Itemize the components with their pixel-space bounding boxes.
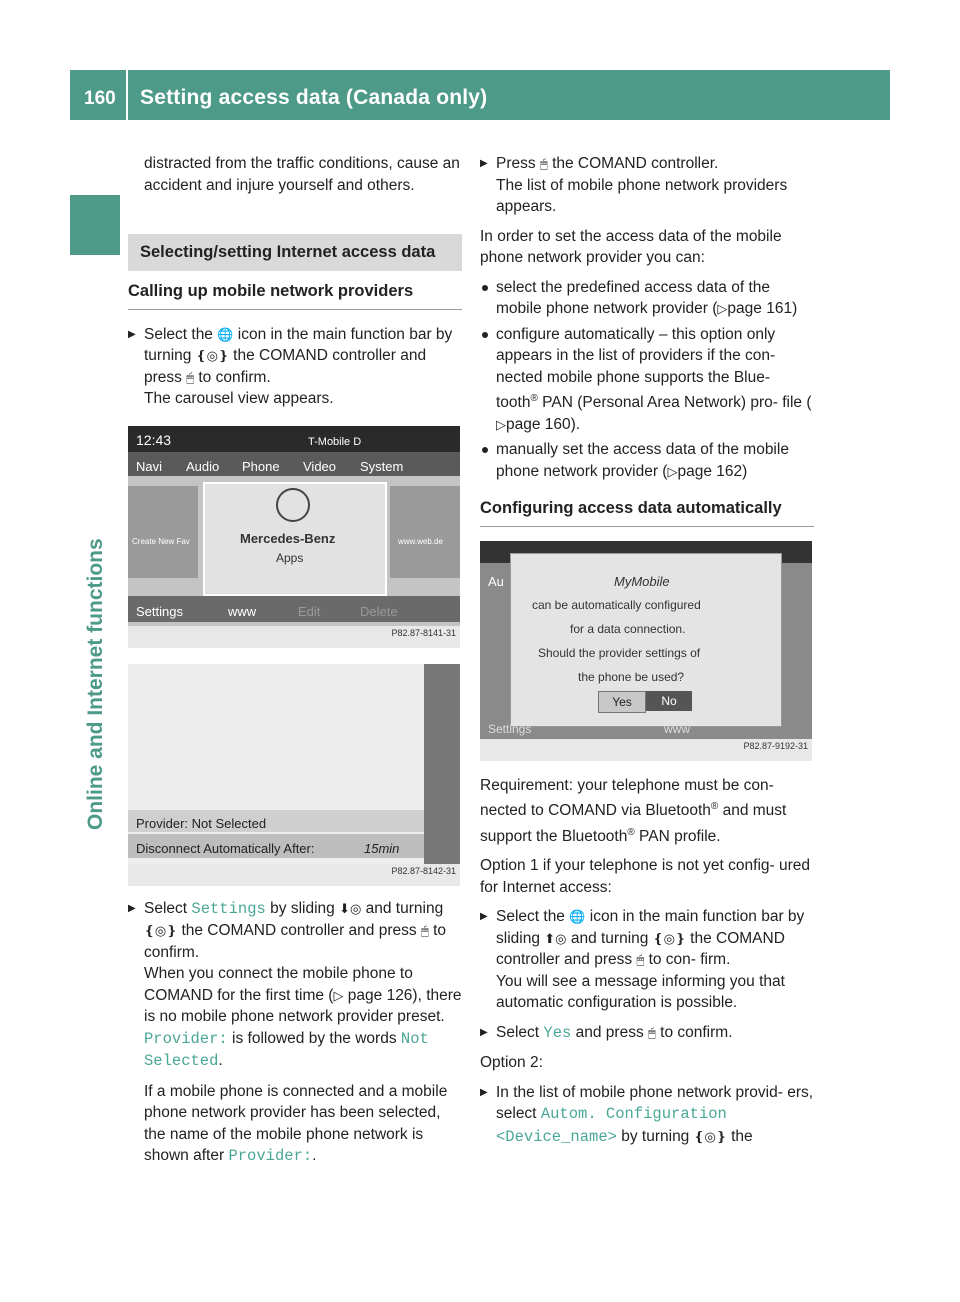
paragraph (128, 1081, 462, 1168)
text: PAN profile. (639, 827, 721, 845)
page-ref-icon: ▷ (496, 416, 506, 432)
step-select-settings (128, 898, 462, 1073)
section-heading: Selecting/setting Internet access data (128, 234, 462, 271)
paragraph: In order to set the access data of the mobile phone network provider you can: (480, 227, 782, 266)
turn-controller-icon: ❴◎❵ (195, 348, 229, 363)
section-label: Online and Internet functions (84, 538, 107, 830)
dialog-line: Should the provider settings of (538, 645, 701, 660)
press-controller-icon: 🖱 (420, 923, 429, 938)
figure-caption: P82.87-8141-31 (391, 628, 456, 638)
text: select the predefined access data of the mobile phone network provider (496, 278, 771, 317)
text: When you connect the mobile phone to COMAND for the first time ( (144, 965, 413, 1004)
text: by sliding (270, 899, 335, 917)
provider-label: Provider: (144, 1029, 228, 1048)
page-ref-icon: ▷ (333, 987, 344, 1003)
text: Requirement: your telephone must be con- nected to COMAND via Bluetooth (480, 776, 774, 820)
no-button[interactable]: No (646, 691, 692, 711)
page-reference: page 162) (677, 462, 748, 480)
provider-label: Provider: (228, 1147, 313, 1165)
slide-up-icon: ⬆◎ (544, 930, 567, 946)
press-controller-icon: 🖱 (186, 369, 195, 385)
dialog-title: MyMobile (614, 573, 670, 589)
bullet-item (480, 324, 814, 436)
screenshot-carousel (128, 426, 460, 648)
page-reference: page 161) (727, 300, 798, 317)
text: Select (144, 899, 188, 917)
screenshot-provider (128, 664, 460, 886)
text: and turning (570, 929, 649, 947)
left-column (128, 153, 462, 1176)
bottom-delete: Delete (360, 603, 398, 619)
press-controller-icon: 🖱 (648, 1024, 656, 1040)
step-autom-config (480, 1082, 814, 1149)
text: to confirm. (144, 922, 446, 961)
subheading: Configuring access data automatically (480, 498, 814, 527)
paragraph: Option 1 if your telephone is not yet config- ured for Internet access: (480, 857, 811, 896)
minutes-value: 15min (364, 840, 400, 856)
turn-controller-icon: ❴◎❵ (693, 1128, 727, 1144)
side-tab (70, 195, 120, 255)
dialog-line: for a data connection. (570, 621, 686, 636)
menu-navi: Navi (136, 458, 163, 474)
mercedes-logo-icon (276, 488, 310, 522)
text: . (218, 1052, 223, 1069)
globe-icon: 🌐 (569, 909, 586, 925)
page-reference: page 126), (347, 986, 422, 1004)
slide-down-icon: ⬇◎ (339, 900, 362, 916)
carousel-left-item: Create New Fav (132, 536, 190, 546)
text: there is no mobile phone network provider preset. (144, 986, 462, 1025)
text: . (312, 1147, 317, 1164)
autom-config-label: Autom. Configuration (540, 1105, 727, 1124)
bullet-item: select the predefined access data of the mobile phone network provider (▷page 161) (480, 277, 814, 320)
intro-text: distracted from the traffic conditions, cause an accident and injure yourself and others. (144, 155, 460, 194)
press-controller-icon: 🖱 (636, 952, 645, 968)
bottom-edit: Edit (298, 603, 321, 619)
apps-label: Apps (276, 550, 304, 565)
text: the COMAND controller and press (144, 347, 427, 386)
page-reference: page 160). (506, 415, 581, 433)
subheading: Calling up mobile network providers (128, 281, 462, 310)
step-press (480, 153, 814, 218)
text: Press (496, 155, 536, 172)
clock: 12:43 (136, 431, 172, 448)
right-column (480, 153, 814, 1156)
paragraph: Option 2: (480, 1054, 543, 1072)
text: the COMAND controller and press (496, 929, 785, 969)
text: the COMAND controller. (552, 155, 719, 172)
registered-mark: ® (627, 826, 635, 838)
text: If a mobile phone is connected and a mobile phone network provider has been selected, the name of the mobile phone network is shown after (144, 1082, 448, 1164)
bg-www: www (664, 721, 690, 736)
bottom-settings: Settings (136, 603, 183, 619)
settings-label: Settings (191, 899, 266, 918)
provider-row: Provider: Not Selected (136, 815, 267, 831)
page-ref-icon: ▷ (717, 301, 728, 316)
text: the (731, 1127, 753, 1145)
text: configure automatically – this option only appears in the list of providers if the con- nected mobile phone supports the Blue- tooth (496, 325, 776, 412)
figure-caption: P82.87-8142-31 (391, 866, 456, 876)
text: icon in the main function bar by sliding (496, 908, 805, 947)
device-name-label: <Device_name> (496, 1127, 617, 1146)
text: icon in the main function bar by turning (144, 325, 453, 364)
text: Select the (144, 325, 213, 343)
disconnect-row: Disconnect Automatically After: (136, 840, 315, 856)
text: and must support the Bluetooth (480, 802, 787, 845)
text: PAN (Personal Area Network) pro- file ( (542, 394, 812, 412)
text: In the list of mobile phone network provid- ers, select (496, 1083, 814, 1123)
text: by turning (621, 1127, 690, 1145)
carousel-right-item: www.web.de (398, 536, 443, 546)
text: to confirm. (660, 1023, 733, 1041)
text: the COMAND controller and press (181, 922, 417, 939)
turn-controller-icon: ❴◎❵ (144, 923, 178, 938)
text: Select the (496, 908, 565, 926)
header-divider (126, 70, 128, 120)
page-ref-icon: ▷ (667, 463, 678, 479)
step-result: The list of mobile phone network providers appears. (496, 176, 788, 215)
text: and turning (365, 899, 444, 917)
menu-phone: Phone (242, 458, 280, 474)
menu-system: System (360, 458, 404, 474)
step-select-globe (128, 324, 462, 410)
text: Select (496, 1023, 540, 1041)
text: is followed by the words (232, 1029, 397, 1047)
registered-mark: ® (530, 393, 538, 404)
text: and press (575, 1023, 644, 1041)
step-select-globe (480, 906, 814, 1014)
registered-mark: ® (710, 801, 719, 813)
figure-caption: P82.87-9192-31 (743, 741, 808, 752)
press-controller-icon: 🖱 (539, 156, 548, 171)
yes-button[interactable]: Yes (598, 691, 646, 713)
step-result: You will see a message informing you that automatic configuration is possible. (496, 972, 785, 1012)
carrier: T-Mobile D (308, 435, 362, 448)
page-title: Setting access data (Canada only) (140, 86, 488, 109)
text: manually set the access data of the mobile phone network provider ( (496, 441, 789, 480)
bg-settings: Settings (488, 721, 532, 736)
menu-audio: Audio (186, 458, 220, 474)
dialog-line: the phone be used? (578, 669, 685, 684)
globe-icon: 🌐 (217, 326, 234, 342)
paragraph (480, 775, 814, 848)
page-number: 160 (84, 88, 116, 109)
bottom-www: www (228, 603, 257, 619)
step-result: The carousel view appears. (144, 390, 334, 407)
not-selected-label: Not Selected (144, 1029, 429, 1070)
yes-label: Yes (543, 1023, 572, 1042)
step-select-yes (480, 1022, 814, 1045)
text: to con- firm. (648, 951, 731, 969)
bg-label: Au (488, 573, 504, 589)
screenshot-mymobile (480, 541, 812, 761)
menu-video: Video (303, 458, 337, 474)
turn-controller-icon: ❴◎❵ (652, 930, 686, 946)
dialog-line: can be automatically configured (532, 597, 701, 612)
bullet-item (480, 439, 814, 482)
text: to confirm. (198, 368, 271, 386)
brand: Mercedes-Benz (240, 530, 336, 546)
